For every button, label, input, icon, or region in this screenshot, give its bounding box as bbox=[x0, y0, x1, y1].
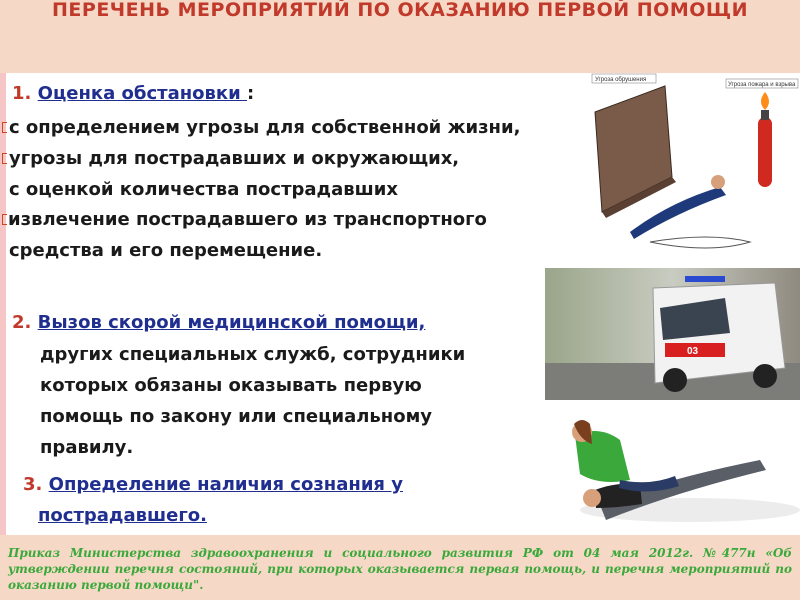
section-3-link[interactable]: Определение наличия сознания у bbox=[48, 474, 403, 495]
caption-collapse: Угроза обрушения bbox=[595, 77, 647, 83]
threat-illustration bbox=[590, 72, 800, 258]
section-2-line-3: помощь по закону или специальному bbox=[40, 406, 433, 427]
ambulance-photo bbox=[545, 268, 800, 400]
ambulance-label: 03 bbox=[687, 346, 699, 357]
section-2-heading bbox=[12, 311, 425, 335]
section-1-number: 1. bbox=[12, 83, 38, 104]
section-1-line-2: угрозы для пострадавших и окружающих, bbox=[9, 148, 460, 169]
section-1-line-5: средства и его перемещение. bbox=[9, 240, 323, 261]
side-strip bbox=[0, 73, 6, 535]
section-1-line-4: извлечение пострадавшего из транспортного bbox=[8, 209, 487, 230]
caption-fire: Угроза пожара и взрыва bbox=[728, 82, 796, 88]
section-3-heading-2 bbox=[38, 504, 207, 528]
section-2-line-4: правилу. bbox=[40, 437, 134, 458]
section-1-heading bbox=[12, 82, 254, 106]
section-2-line-2: которых обязаны оказывать первую bbox=[40, 375, 422, 396]
section-2-number: 2. bbox=[12, 312, 38, 333]
section-1-line-1: с определением угрозы для собственной жизни, bbox=[9, 117, 521, 138]
bullet-marker bbox=[2, 214, 7, 225]
section-3-number: 3. bbox=[23, 474, 49, 495]
footer-note: Приказ Министерства здравоохранения и социального развития РФ от 04 мая 2012г. №477н «Об утверждении перечня состояний, при которых оказывается первая помощь, и перечня мероприятий по оказанию первой помощи". bbox=[8, 546, 792, 592]
section-2-link[interactable]: Вызов скорой медицинской помощи, bbox=[37, 312, 426, 333]
section-3-link-2[interactable]: пострадавшего. bbox=[38, 505, 207, 526]
bullet-marker bbox=[2, 153, 7, 164]
section-1-colon: : bbox=[247, 83, 255, 104]
first-aid-photo bbox=[560, 410, 800, 532]
bullet-marker bbox=[2, 122, 7, 133]
section-1-line-3: с оценкой количества пострадавших bbox=[9, 179, 398, 200]
page-title: ПЕРЕЧЕНЬ МЕРОПРИЯТИЙ ПО ОКАЗАНИЮ ПЕРВОЙ ПОМОЩИ bbox=[52, 0, 748, 21]
section-1-link[interactable]: Оценка обстановки bbox=[37, 83, 248, 104]
section-2-line-1: других специальных служб, сотрудники bbox=[40, 344, 466, 365]
section-3-heading bbox=[23, 473, 403, 497]
